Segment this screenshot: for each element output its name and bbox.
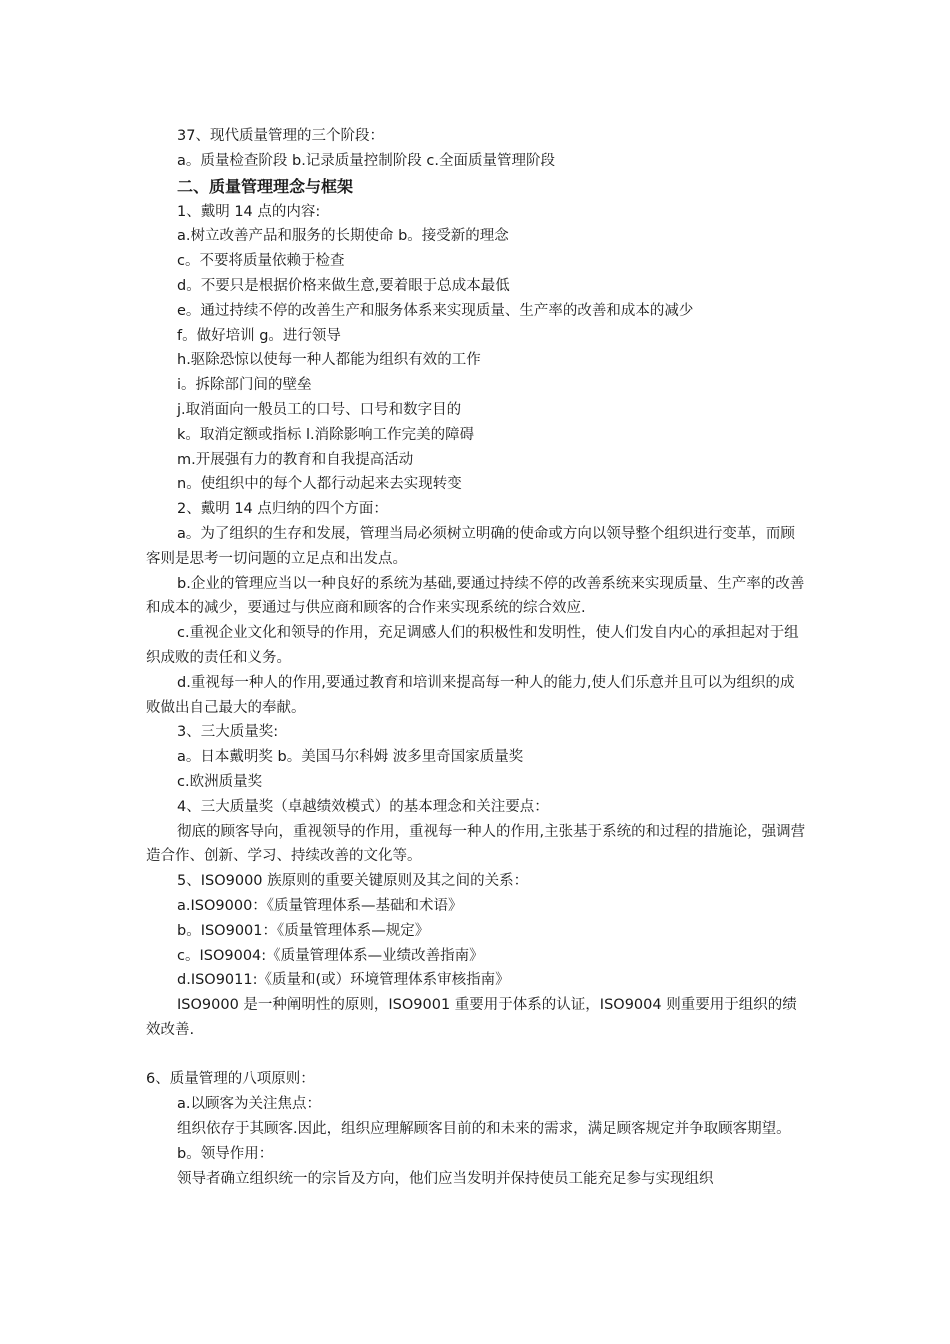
list-item-e: e。通过持续不停的改善生产和服务体系来实现质量、生产率的改善和成本的减少 [177, 302, 694, 319]
document-body [146, 124, 806, 1191]
list-item-a: a.树立改善产品和服务的长期使命 b。接受新的理念 [177, 228, 509, 245]
paragraph-stages: a。质量检查阶段 b.记录质量控制阶段 c.全面质量管理阶段 [177, 152, 555, 169]
principle-a-body: 组织依存于其顾客.因此，组织应理解顾客目前的和未来的需求，满足顾客规定并争取顾客期望。 [177, 1121, 791, 1138]
iso-item-a: a.ISO9000：《质量管理体系—基础和术语》 [177, 897, 463, 914]
paragraph-award-concepts: 4、三大质量奖（卓越绩效模式）的基本理念和关注要点： [177, 798, 549, 815]
blank-line [146, 1043, 806, 1068]
paragraph-four-aspects: 2、戴明 14 点归纳的四个方面： [177, 501, 388, 518]
iso-item-b: b。ISO9001：《质量管理体系—规定》 [177, 922, 430, 939]
aspect-b: b.企业的管理应当以一种良好的系统为基础,要通过持续不停的改善系统来实现质量、生产率的改善和成本的减少，要通过与供应商和顾客的合作来实现系统的综合效应. [146, 575, 805, 617]
paragraph-37-heading: 37、现代质量管理的三个阶段： [177, 128, 384, 144]
award-concepts-body: 彻底的顾客导向，重视领导的作用，重视每一种人的作用,主张基于系统的和过程的措施论，强调营造合作、创新、学习、持续改善的文化等。 [146, 823, 806, 865]
list-item-m: m.开展强有力的教育和自我提高活动 [177, 451, 414, 468]
paragraph-iso9000: 5、ISO9000 族原则的重要关键原则及其之间的关系： [177, 873, 529, 890]
principle-b-title: b。领导作用： [177, 1145, 274, 1162]
iso-relationship: ISO9000 是一种阐明性的原则，ISO9001 重要用于体系的认证，ISO9004 则重要用于组织的绩效改善. [146, 997, 797, 1038]
list-item-f: f。做好培训 g。进行领导 [177, 327, 341, 344]
award-c: c.欧洲质量奖 [177, 773, 263, 790]
list-item-i: i。拆除部门间的壁垒 [177, 377, 312, 394]
iso-item-d: d.ISO9011:《质量和(或）环境管理体系审核指南》 [177, 972, 510, 989]
section-heading: 二、质量管理理念与框架 [177, 176, 354, 196]
list-item-j: j.取消面向一般员工的口号、口号和数字目的 [177, 401, 462, 418]
list-item-h: h.驱除恐惊以使每一种人都能为组织有效的工作 [177, 352, 481, 369]
list-item-n: n。使组织中的每个人都行动起来去实现转变 [177, 476, 462, 493]
principle-a-title: a.以顾客为关注焦点： [177, 1096, 321, 1113]
paragraph-eight-principles: 6、质量管理的八项原则： [146, 1071, 315, 1088]
aspect-a: a。为了组织的生存和发展，管理当局必须树立明确的使命或方向以领导整个组织进行变革，而顾客则是思考一切问题的立足点和出发点。 [146, 525, 795, 567]
award-a-b: a。日本戴明奖 b。美国马尔科姆 波多里奇国家质量奖 [177, 749, 524, 766]
paragraph-deming-14: 1、戴明 14 点的内容: [177, 203, 321, 220]
aspect-c: c.重视企业文化和领导的作用，充足调感人们的积极性和发明性，使人们发自内心的承担起对于组织成败的责任和义务。 [146, 625, 799, 666]
list-item-d: d。不要只是根据价格来做生意,要着眼于总成本最低 [177, 277, 510, 294]
paragraph-quality-awards: 3、三大质量奖: [177, 724, 279, 741]
list-item-k: k。取消定额或指标 l.消除影响工作完美的障碍 [177, 426, 475, 443]
iso-item-c: c。ISO9004:《质量管理体系—业绩改善指南》 [177, 947, 484, 964]
list-item-c: c。不要将质量依赖于检查 [177, 253, 345, 270]
principle-b-body: 领导者确立组织统一的宗旨及方向，他们应当发明并保持使员工能充足参与实现组织 [177, 1170, 714, 1187]
aspect-d: d.重视每一种人的作用,要通过教育和培训来提高每一种人的能力,使人们乐意并且可以为组织的成败做出自己最大的奉献。 [146, 674, 795, 716]
